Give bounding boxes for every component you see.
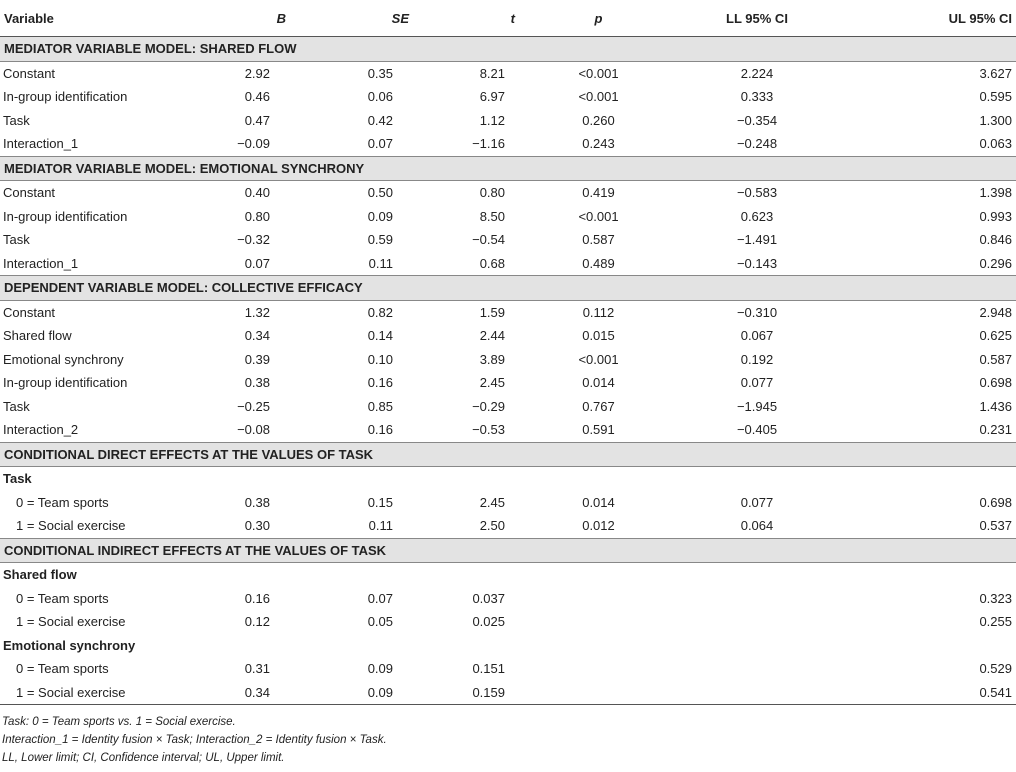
cell-ll: 0.064 bbox=[740, 518, 774, 534]
section-title: CONDITIONAL DIRECT EFFECTS AT THE VALUES OF TASK bbox=[0, 442, 1016, 467]
cell-b: 0.46 bbox=[244, 89, 270, 105]
cell-ll: 0.192 bbox=[740, 351, 774, 367]
cell-t: 1.59 bbox=[479, 304, 505, 320]
row-label: 0 = Team sports bbox=[16, 494, 109, 510]
footnote-abbreviations: LL, Lower limit; CI, Confidence interval; UL, Upper limit. bbox=[2, 752, 285, 764]
cell-t: 0.159 bbox=[413, 681, 525, 705]
table-row bbox=[0, 181, 1016, 205]
cell-p: 0.489 bbox=[582, 255, 615, 271]
cell-b: 2.92 bbox=[244, 65, 270, 81]
row-label: Constant bbox=[3, 304, 56, 320]
cell-ll: 0.077 bbox=[740, 375, 774, 391]
cell-t: 3.89 bbox=[479, 351, 505, 367]
table-row bbox=[0, 228, 1016, 252]
cell-ll: −0.143 bbox=[736, 255, 778, 271]
cell-b: 0.30 bbox=[244, 518, 270, 534]
header-p: p bbox=[525, 0, 672, 37]
table-row bbox=[0, 395, 1016, 419]
cell-t: 0.025 bbox=[472, 614, 505, 630]
subheading-task: Task bbox=[3, 471, 32, 487]
cell-b: 0.34 bbox=[244, 328, 270, 344]
row-label: Interaction_1 bbox=[3, 255, 79, 271]
cell-p: 0.260 bbox=[582, 112, 615, 128]
section-title: MEDIATOR VARIABLE MODEL: SHARED FLOW bbox=[0, 37, 1016, 62]
cell-ll: 2.224 bbox=[740, 65, 774, 81]
cell-se: 0.16 bbox=[367, 375, 393, 391]
cell-p: 0.012 bbox=[582, 518, 615, 534]
cell-t: 2.45 bbox=[479, 494, 505, 510]
row-label: Task bbox=[3, 398, 30, 414]
cell-ul: 0.063 bbox=[979, 136, 1012, 152]
cell-ul: 1.436 bbox=[979, 398, 1012, 414]
cell-p: 0.419 bbox=[582, 185, 615, 201]
cell-ul: 0.625 bbox=[979, 328, 1012, 344]
cell-b: 1.32 bbox=[244, 304, 270, 320]
header-row bbox=[0, 0, 1016, 37]
cell-ll bbox=[672, 610, 842, 634]
cell-b: −0.25 bbox=[237, 398, 270, 414]
subheading-row bbox=[0, 467, 1016, 491]
table-row bbox=[0, 657, 1016, 681]
cell-ll: 0.077 bbox=[740, 494, 774, 510]
cell-b: 0.38 bbox=[244, 494, 270, 510]
cell-t: 6.97 bbox=[479, 89, 505, 105]
table-row bbox=[0, 109, 1016, 133]
cell-se: 0.09 bbox=[367, 661, 393, 677]
row-label: In-group identification bbox=[3, 375, 128, 391]
table-row bbox=[0, 300, 1016, 324]
cell-t: 2.44 bbox=[479, 328, 505, 344]
cell-se: 0.07 bbox=[367, 590, 393, 606]
table-body bbox=[0, 37, 1016, 705]
cell-p: 0.015 bbox=[582, 328, 615, 344]
cell-b: −0.09 bbox=[237, 136, 270, 152]
cell-ul: 0.255 bbox=[979, 614, 1012, 630]
row-label: Task bbox=[3, 112, 30, 128]
footnote-interactions: Interaction_1 = Identity fusion × Task; Interaction_2 = Identity fusion × Task. bbox=[2, 734, 387, 746]
section-header-collective-efficacy bbox=[0, 276, 1016, 301]
cell-se: 0.09 bbox=[290, 681, 413, 705]
cell-se: 0.06 bbox=[367, 89, 393, 105]
cell-p bbox=[525, 657, 672, 681]
table-row bbox=[0, 324, 1016, 348]
header-ll-ci: LL 95% CI bbox=[672, 0, 842, 37]
header-variable: Variable bbox=[0, 0, 200, 37]
cell-ul: 0.846 bbox=[979, 232, 1012, 248]
cell-p: <0.001 bbox=[578, 208, 619, 224]
cell-se: 0.11 bbox=[368, 255, 393, 271]
table-row bbox=[0, 514, 1016, 538]
cell-p: <0.001 bbox=[578, 65, 619, 81]
table-row bbox=[0, 85, 1016, 109]
table-row bbox=[0, 681, 1016, 705]
row-label: In-group identification bbox=[3, 208, 128, 224]
section-header-shared-flow bbox=[0, 37, 1016, 62]
row-label: Task bbox=[3, 232, 30, 248]
cell-ll: 0.333 bbox=[740, 89, 774, 105]
cell-ll: −1.945 bbox=[736, 398, 778, 414]
cell-se: 0.05 bbox=[367, 614, 393, 630]
cell-p bbox=[525, 610, 672, 634]
cell-ul: 0.595 bbox=[979, 89, 1012, 105]
table-footnotes bbox=[0, 705, 1016, 767]
cell-b: 0.80 bbox=[244, 208, 270, 224]
subheading-shared-flow: Shared flow bbox=[3, 567, 77, 583]
cell-ul: 0.698 bbox=[979, 375, 1012, 391]
cell-ul: 0.993 bbox=[979, 208, 1012, 224]
section-title: DEPENDENT VARIABLE MODEL: COLLECTIVE EFFICACY bbox=[0, 276, 1016, 301]
subheading-emotional-synchrony: Emotional synchrony bbox=[3, 637, 136, 653]
header-b: B bbox=[200, 0, 290, 37]
section-header-emotional-synchrony bbox=[0, 156, 1016, 181]
header-ul-ci: UL 95% CI bbox=[842, 0, 1016, 37]
cell-b: 0.34 bbox=[200, 681, 290, 705]
cell-se: 0.15 bbox=[367, 494, 393, 510]
row-label: Emotional synchrony bbox=[3, 351, 124, 367]
cell-ll: 0.067 bbox=[740, 328, 774, 344]
cell-p: 0.243 bbox=[582, 136, 615, 152]
table-row bbox=[0, 132, 1016, 156]
section-title: MEDIATOR VARIABLE MODEL: EMOTIONAL SYNCHRONY bbox=[0, 156, 1016, 181]
row-label: Interaction_1 bbox=[3, 136, 79, 152]
cell-t: 0.151 bbox=[472, 661, 505, 677]
row-label: Constant bbox=[3, 65, 56, 81]
cell-t: 0.80 bbox=[479, 185, 505, 201]
cell-ul: 1.300 bbox=[979, 112, 1012, 128]
cell-ul: 0.529 bbox=[979, 661, 1012, 677]
cell-se: 0.16 bbox=[367, 422, 393, 438]
cell-ll bbox=[672, 657, 842, 681]
cell-p: 0.014 bbox=[582, 494, 615, 510]
cell-t: 2.50 bbox=[479, 518, 505, 534]
table-row bbox=[0, 348, 1016, 372]
section-title: CONDITIONAL INDIRECT EFFECTS AT THE VALUES OF TASK bbox=[0, 538, 1016, 563]
cell-ll: −0.405 bbox=[736, 422, 778, 438]
cell-se: 0.11 bbox=[368, 518, 393, 534]
cell-p: 0.112 bbox=[582, 304, 615, 320]
table-row bbox=[0, 610, 1016, 634]
cell-p: 0.587 bbox=[582, 232, 615, 248]
cell-ul: 0.698 bbox=[979, 494, 1012, 510]
cell-b: −0.32 bbox=[237, 232, 270, 248]
cell-ul: 0.541 bbox=[842, 681, 1016, 705]
subheading-row bbox=[0, 634, 1016, 658]
cell-ll: −0.248 bbox=[736, 136, 778, 152]
footnote-task: Task: 0 = Team sports vs. 1 = Social exercise. bbox=[2, 716, 236, 728]
cell-t: 0.68 bbox=[479, 255, 505, 271]
cell-se: 0.85 bbox=[367, 398, 393, 414]
cell-b: 0.12 bbox=[244, 614, 270, 630]
cell-ul: 0.296 bbox=[979, 255, 1012, 271]
cell-se: 0.09 bbox=[367, 208, 393, 224]
cell-ul: 0.231 bbox=[979, 422, 1012, 438]
cell-b: 0.40 bbox=[244, 185, 270, 201]
table-row bbox=[0, 252, 1016, 276]
cell-p: 0.014 bbox=[582, 375, 615, 391]
row-label: 1 = Social exercise bbox=[16, 614, 126, 630]
cell-ul: 0.587 bbox=[979, 351, 1012, 367]
cell-t: 8.50 bbox=[479, 208, 505, 224]
cell-t: −1.16 bbox=[472, 136, 505, 152]
cell-ll: −0.583 bbox=[736, 185, 778, 201]
cell-se: 0.59 bbox=[367, 232, 393, 248]
cell-ul: 3.627 bbox=[979, 65, 1012, 81]
row-label: 1 = Social exercise bbox=[0, 681, 200, 705]
cell-t: 1.12 bbox=[479, 112, 505, 128]
cell-b: −0.08 bbox=[237, 422, 270, 438]
cell-p: 0.767 bbox=[582, 398, 615, 414]
cell-p: <0.001 bbox=[578, 351, 619, 367]
cell-se: 0.50 bbox=[367, 185, 393, 201]
row-label: Constant bbox=[3, 185, 56, 201]
cell-se: 0.82 bbox=[367, 304, 393, 320]
cell-p bbox=[525, 587, 672, 611]
cell-p: 0.591 bbox=[582, 422, 615, 438]
cell-p: <0.001 bbox=[578, 89, 619, 105]
cell-se: 0.07 bbox=[367, 136, 393, 152]
cell-b: 0.38 bbox=[244, 375, 270, 391]
row-label: In-group identification bbox=[3, 89, 128, 105]
cell-se: 0.10 bbox=[367, 351, 393, 367]
row-label: 1 = Social exercise bbox=[16, 518, 126, 534]
cell-ll bbox=[672, 587, 842, 611]
header-t: t bbox=[413, 0, 525, 37]
cell-b: 0.16 bbox=[244, 590, 270, 606]
cell-t: 2.45 bbox=[479, 375, 505, 391]
cell-ll: −1.491 bbox=[736, 232, 778, 248]
table-row bbox=[0, 491, 1016, 515]
cell-t: −0.54 bbox=[472, 232, 505, 248]
cell-ll: 0.623 bbox=[740, 208, 774, 224]
cell-ll: −0.354 bbox=[736, 112, 778, 128]
table-row bbox=[0, 418, 1016, 442]
cell-t: 8.21 bbox=[479, 65, 505, 81]
cell-ul: 1.398 bbox=[979, 185, 1012, 201]
cell-t: −0.29 bbox=[472, 398, 505, 414]
table-row bbox=[0, 587, 1016, 611]
cell-ul: 2.948 bbox=[979, 304, 1012, 320]
cell-ul: 0.537 bbox=[979, 518, 1012, 534]
row-label: 0 = Team sports bbox=[16, 590, 109, 606]
cell-b: 0.07 bbox=[244, 255, 270, 271]
cell-b: 0.31 bbox=[244, 661, 270, 677]
cell-b: 0.47 bbox=[244, 112, 270, 128]
row-label: Interaction_2 bbox=[3, 422, 79, 438]
section-header-indirect-effects bbox=[0, 538, 1016, 563]
table-row bbox=[0, 61, 1016, 85]
cell-ul: 0.323 bbox=[979, 590, 1012, 606]
table-row bbox=[0, 205, 1016, 229]
row-label: Shared flow bbox=[3, 328, 72, 344]
table-row bbox=[0, 371, 1016, 395]
cell-p bbox=[525, 681, 672, 705]
cell-t: 0.037 bbox=[472, 590, 505, 606]
cell-b: 0.39 bbox=[244, 351, 270, 367]
subheading-row bbox=[0, 563, 1016, 587]
header-se: SE bbox=[290, 0, 413, 37]
cell-se: 0.42 bbox=[367, 112, 393, 128]
cell-se: 0.35 bbox=[367, 65, 393, 81]
row-label: 0 = Team sports bbox=[16, 661, 109, 677]
section-header-direct-effects bbox=[0, 442, 1016, 467]
cell-ll: −0.310 bbox=[736, 304, 778, 320]
cell-se: 0.14 bbox=[367, 328, 393, 344]
cell-t: −0.53 bbox=[472, 422, 505, 438]
cell-ll bbox=[672, 681, 842, 705]
